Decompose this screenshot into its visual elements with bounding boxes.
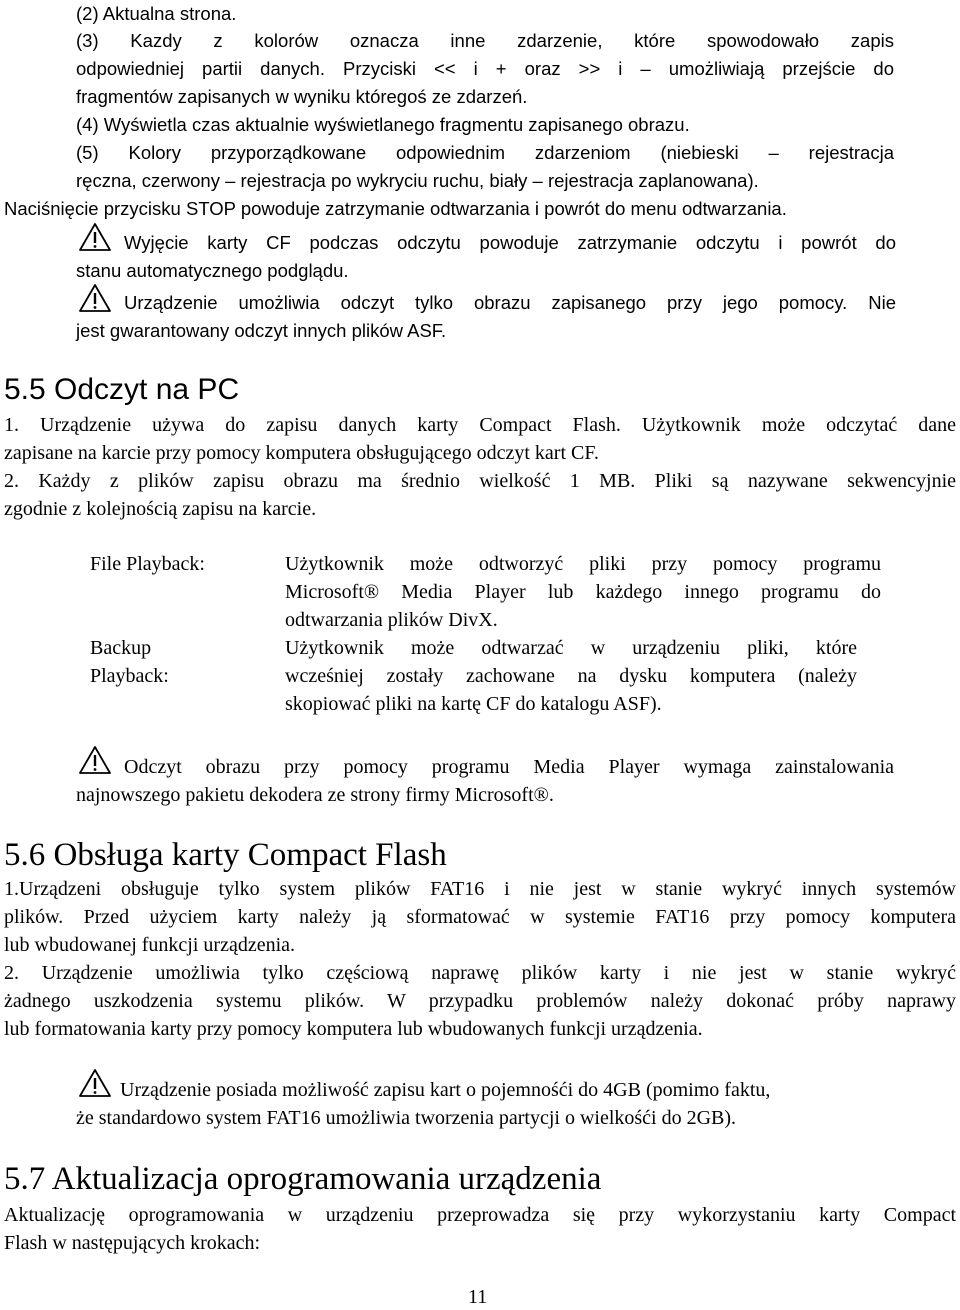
warning-triangle-icon — [78, 283, 112, 313]
section-5-6-line-1: 1.Urządzeni obsługuje tylko system plików FAT16 i nie jest w stanie wykryć innych systemów — [4, 878, 956, 900]
backup-playback-text-1: Użytkownik może odtwarzać w urządzeniu pliki, które — [285, 637, 857, 659]
warning-1-line-2: stanu automatycznego podglądu. — [76, 260, 349, 281]
section-heading-5-5: 5.5 Odczyt na PC — [4, 373, 240, 406]
file-playback-text-3: odtwarzania plików DivX. — [285, 609, 498, 631]
warning-3-line-1: Odczyt obrazu przy pomocy programu Media Player wymaga zainstalowania — [124, 756, 894, 778]
warning-triangle-icon — [78, 1068, 112, 1098]
warning-2-line-1: Urządzenie umożliwia odczyt tylko obrazu zapisanego przy jego pomocy. Nie — [124, 292, 896, 313]
item-3-line-3: fragmentów zapisanych w wyniku któregoś ze zdarzeń. — [76, 86, 528, 107]
warning-2-line-2: jest gwarantowany odczyt innych plików ASF. — [76, 320, 447, 341]
section-5-7-line-2: Flash w następujących krokach: — [4, 1232, 261, 1254]
section-5-5-line-3: 2. Każdy z plików zapisu obrazu ma średnio wielkość 1 MB. Pliki są nazywane sekwencyjnie — [4, 470, 956, 492]
stop-note: Naciśnięcie przycisku STOP powoduje zatrzymanie odtwarzania i powrót do menu odtwarzania. — [4, 198, 787, 219]
warning-4-line-2: że standardowo system FAT16 umożliwia tworzenia partycji o wielkośći do 2GB). — [76, 1107, 737, 1129]
section-5-6-line-5: żadnego uszkodzenia systemu plików. W przypadku problemów należy dokonać próby naprawy — [4, 990, 956, 1012]
section-5-7-line-1: Aktualizację oprogramowania w urządzeniu przeprowadza się przy wykorzystaniu karty Compact — [4, 1204, 956, 1226]
section-heading-5-6: 5.6 Obsługa karty Compact Flash — [4, 837, 447, 873]
warning-triangle-icon — [78, 745, 112, 775]
section-5-5-line-4: zgodnie z kolejnością zapisu na karcie. — [4, 498, 317, 520]
file-playback-text-1: Użytkownik może odtworzyć pliki przy pomocy programu — [285, 553, 881, 575]
backup-playback-text-2: wcześniej zostały zachowane na dysku komputera (należy — [285, 665, 857, 687]
section-5-5-line-2: zapisane na karcie przy pomocy komputera obsługującego odczyt kart CF. — [4, 442, 599, 464]
item-2-text: (2) Aktualna strona. — [76, 3, 237, 24]
item-5-line-1: (5) Kolory przyporządkowane odpowiednim zdarzeniom (niebieski – rejestracja — [76, 142, 894, 163]
section-heading-5-7: 5.7 Aktualizacja oprogramowania urządzenia — [4, 1161, 602, 1197]
warning-1-line-1: Wyjęcie karty CF podczas odczytu powoduje zatrzymanie odczytu i powrót do — [124, 232, 896, 253]
section-5-6-line-4: 2. Urządzenie umożliwia tylko częściową naprawę plików karty i nie jest w stanie wykryć — [4, 962, 956, 984]
section-5-6-line-6: lub formatowania karty przy pomocy komputera lub wbudowanych funkcji urządzenia. — [4, 1018, 703, 1040]
item-4-text: (4) Wyświetla czas aktualnie wyświetlanego fragmentu zapisanego obrazu. — [76, 114, 690, 135]
backup-playback-label-2: Playback: — [90, 665, 169, 687]
section-5-5-line-1: 1. Urządzenie używa do zapisu danych karty Compact Flash. Użytkownik może odczytać dane — [4, 414, 956, 436]
backup-playback-label-1: Backup — [90, 637, 152, 659]
warning-triangle-icon — [78, 222, 112, 252]
page-number: 11 — [468, 1286, 488, 1308]
item-3-line-1: (3) Kazdy z kolorów oznacza inne zdarzenie, które spowodowało zapis — [76, 30, 894, 51]
warning-4-line-1: Urządzenie posiada możliwość zapisu kart o pojemnośći do 4GB (pomimo faktu, — [120, 1079, 771, 1101]
item-5-line-2: ręczna, czerwony – rejestracja po wykryciu ruchu, biały – rejestracja zaplanowana). — [76, 170, 759, 191]
warning-3-line-2: najnowszego pakietu dekodera ze strony firmy Microsoft®. — [76, 784, 554, 806]
file-playback-label: File Playback: — [90, 553, 205, 575]
section-5-6-line-3: lub wbudowanej funkcji urządzenia. — [4, 934, 296, 956]
file-playback-text-2: Microsoft® Media Player lub każdego innego programu do — [285, 581, 881, 603]
backup-playback-text-3: skopiować pliki na kartę CF do katalogu ASF). — [285, 693, 662, 715]
item-3-line-2: odpowiedniej partii danych. Przyciski << i + oraz >> i – umożliwiają przejście do — [76, 58, 894, 79]
section-5-6-line-2: plików. Przed użyciem karty należy ją sformatować w systemie FAT16 przy pomocy komputera — [4, 906, 956, 928]
